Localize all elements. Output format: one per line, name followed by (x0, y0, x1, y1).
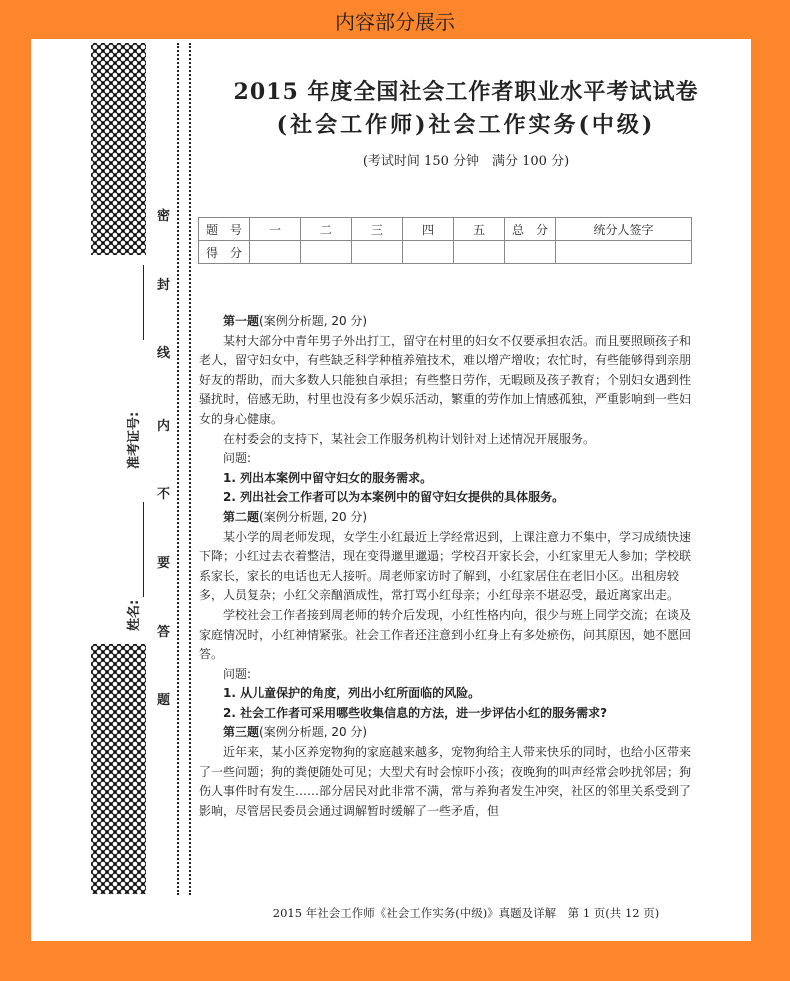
header-cell: 一 (250, 218, 301, 241)
question-number: 第一题 (223, 314, 260, 328)
question-type: (案例分析题, 20 分) (259, 725, 368, 740)
score-table-header-row (199, 218, 692, 241)
score-table (198, 217, 692, 264)
seal-char: 线 (157, 346, 171, 361)
question-heading (199, 508, 693, 528)
case-paragraph: 学校社会工作者接到周老师的转介后发现，小红性格内向，很少与班上同学交流；在谈及家庭情况时，小红神情紧张。社会工作者还注意到小红身上有多处瘀伤，问其原因，她不愿回答。 (199, 607, 692, 662)
score-cell (505, 241, 556, 264)
header-cell: 题 号 (199, 218, 250, 241)
name-label: 姓名: (127, 599, 142, 631)
question-number: 第三题 (223, 725, 260, 740)
header-cell: 统分人签字 (556, 218, 692, 241)
seal-char: 题 (157, 693, 171, 708)
question-heading (199, 312, 693, 332)
case-paragraph: 某小学的周老师发现，女学生小红最近上学经常迟到，上课注意力不集中，学习成绩快速下降；小红过去衣着整洁，现在变得邋里邋遢；学校召开家长会，小红家里无人参加；学校联系家长，家长的电话也无人接听。周老师家访时了解到，小红家居住在老旧小区。出租房较多，人员复杂；小红父亲酗酒成性，常打骂小红母亲；小红母亲不堪忍受，最近离家出走。 (199, 529, 692, 603)
exam-body (199, 312, 693, 821)
header-cell: 三 (352, 218, 403, 241)
seal-char: 不 (157, 487, 171, 502)
case-paragraph: 近年来，某小区养宠物狗的家庭越来越多，宠物狗给主人带来快乐的同时，也给小区带来了一些问题；狗的粪便随处可见；大型犬有时会惊吓小孩；夜晚狗的叫声经常会吵扰邻居；狗伤人事件时有发生……部分居民对此非常不满，常与养狗者发生冲突，社区的邻里关系受到了影响，尽管居民委员会通过调解暂时缓解了一些矛盾，但 (199, 745, 692, 818)
question-item: 2. 列出社会工作者可以为本案例中的留守妇女提供的具体服务。 (223, 490, 565, 505)
question-prompt: 问题: (223, 451, 252, 466)
exam-page (31, 39, 751, 941)
question-heading (199, 723, 693, 743)
header-cell: 二 (301, 218, 352, 241)
score-row-label: 得 分 (199, 241, 250, 264)
question-item: 2. 社会工作者可采用哪些收集信息的方法，进一步评估小红的服务需求? (223, 705, 608, 720)
exam-title-line1: 2015 年度全国社会工作者职业水平考试试卷 (233, 79, 699, 105)
cut-line-outer (177, 43, 179, 895)
question-type: (案例分析题, 20 分) (259, 314, 368, 328)
score-cell (454, 241, 505, 264)
cut-line-inner (189, 43, 191, 895)
header-cell: 四 (403, 218, 454, 241)
question-prompt: 问题: (223, 666, 252, 681)
question-number: 第二题 (223, 509, 260, 524)
exam-title-line2: (社会工作师)社会工作实务(中级) (276, 112, 656, 138)
page-footer: 2015 年社会工作师《社会工作实务(中级)》真题及详解 第 1 页(共 12 页) (272, 906, 660, 920)
case-paragraph: 某村大部分中青年男子外出打工，留守在村里的妇女不仅要承担农活。而且要照顾孩子和老人，留守妇女中，有些缺乏科学种植养殖技术，难以增产增收；农忙时，有些能够得到亲朋好友的帮助，而大多数人只能独自承担；有些整日劳作，无暇顾及孩子教育；个别妇女遇到性骚扰时，倍感无助，村里也没有多少娱乐活动，繁重的劳作加上情感孤独，严重影响到一些妇女的身心健康。 (199, 333, 692, 426)
seal-char: 内 (157, 419, 171, 434)
question-item: 1. 从儿童保护的角度，列出小红所面临的风险。 (223, 686, 481, 701)
seal-char: 密 (157, 209, 171, 224)
seal-char: 答 (157, 625, 171, 640)
seal-char: 要 (157, 556, 171, 571)
security-pattern-top (91, 43, 146, 255)
score-cell (403, 241, 454, 264)
score-table-score-row (199, 241, 692, 264)
header-cell: 总 分 (505, 218, 556, 241)
score-cell (250, 241, 301, 264)
exam-subtitle: (考试时间 150 分钟 满分 100 分) (362, 154, 570, 169)
score-cell (352, 241, 403, 264)
exam-id-line-top (143, 265, 144, 340)
seal-char: 封 (157, 278, 171, 293)
case-paragraph: 在村委会的支持下，某社会工作服务机构计划针对上述情况开展服务。 (223, 431, 596, 446)
score-cell (556, 241, 692, 264)
question-type: (案例分析题, 20 分) (259, 509, 368, 524)
score-cell (301, 241, 352, 264)
header-cell: 五 (454, 218, 505, 241)
exam-id-label: 准考证号: (127, 411, 142, 469)
banner-title: 内容部分展示 (335, 10, 455, 34)
question-item: 1. 列出本案例中留守妇女的服务需求。 (223, 470, 433, 485)
security-pattern-bottom (91, 644, 146, 894)
exam-id-line-bottom (143, 502, 144, 597)
